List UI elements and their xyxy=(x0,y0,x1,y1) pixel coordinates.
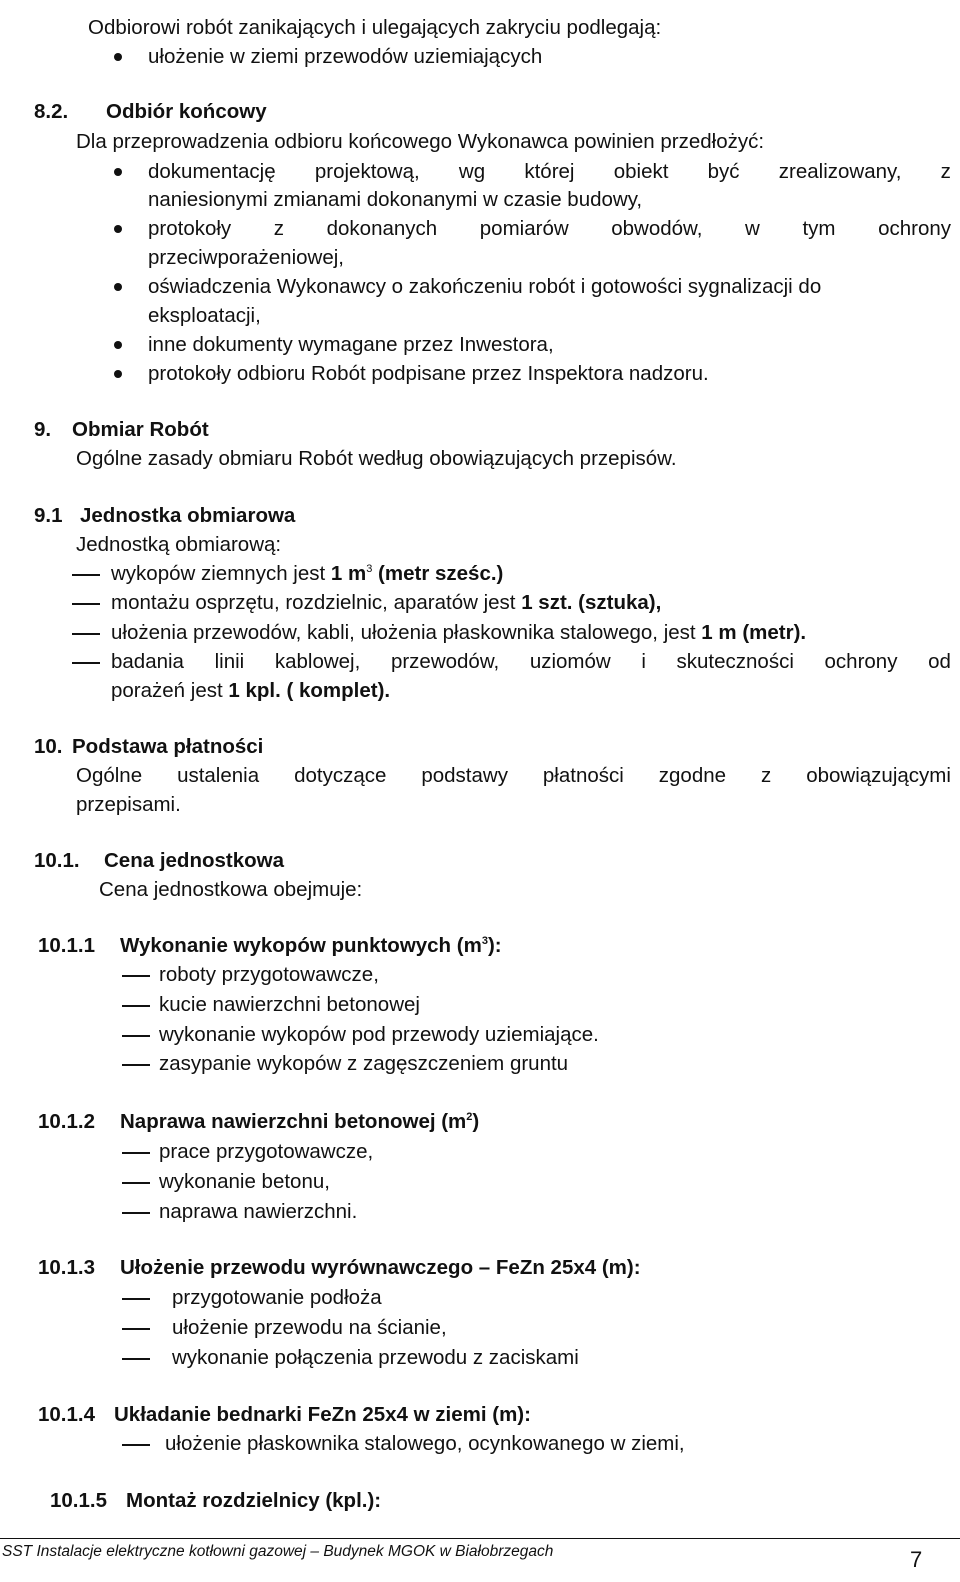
bullet-dot xyxy=(114,53,122,61)
bullet-line: oświadczenia Wykonawcy o zakończeniu robót i gotowości sygnalizacji do xyxy=(148,275,822,298)
section-title: Podstawa płatności xyxy=(72,735,264,758)
word: dotyczące xyxy=(294,764,387,787)
bullet-line: protokoły odbioru Robót podpisane przez Inspektora nadzoru. xyxy=(148,362,709,385)
word: podstawy xyxy=(421,764,508,787)
word: ochrony xyxy=(878,217,951,240)
list-item: naprawa nawierzchni. xyxy=(159,1200,358,1223)
list-item: wykopów ziemnych jest 1 $m^3$ (metr sześc.) xyxy=(111,562,504,585)
section-number: 9. xyxy=(34,418,52,441)
list-item: wykonanie wykopów pod przewody uziemiające. xyxy=(159,1023,599,1046)
section-title: Montaż rozdzielnicy (kpl.): xyxy=(126,1489,382,1512)
page-number: 7 xyxy=(910,1547,923,1572)
list-item: roboty przygotowawcze, xyxy=(159,963,379,986)
section-number: 8.2. xyxy=(34,100,69,123)
dash-marker xyxy=(122,1298,150,1300)
list-item: zasypanie wykopów z zagęszczeniem gruntu xyxy=(159,1052,569,1075)
list-item: prace przygotowawcze, xyxy=(159,1140,374,1163)
bullet-line: inne dokumenty wymagane przez Inwestora, xyxy=(148,333,554,356)
dash-marker xyxy=(72,574,100,576)
bullet-dot xyxy=(114,283,122,291)
section-number: 10.1.1 xyxy=(38,934,95,957)
section-number: 10.1.3 xyxy=(38,1256,95,1279)
section-title: Odbiór końcowy xyxy=(106,100,267,123)
list-item-continuation: porażeń jest 1 kpl. ( komplet). xyxy=(111,679,391,702)
bullet-dot xyxy=(114,225,122,233)
bullet-dot xyxy=(114,341,122,349)
section-lead: Jednostką obmiarową: xyxy=(76,533,282,556)
list-item: ułożenie płaskownika stalowego, ocynkowanego w ziemi, xyxy=(165,1432,685,1455)
list-item: wykonanie połączenia przewodu z zaciskami xyxy=(172,1346,579,1369)
section-number: 10.1. xyxy=(34,849,80,872)
dash-marker xyxy=(122,1152,150,1154)
word: badania xyxy=(111,650,184,673)
dash-marker xyxy=(122,1444,150,1446)
dash-marker xyxy=(122,1212,150,1214)
word: w xyxy=(745,217,760,240)
section-title: Naprawa nawierzchni betonowej $(m^2)$ xyxy=(120,1110,480,1133)
list-item: wykonanie betonu, xyxy=(159,1170,330,1193)
word: z xyxy=(761,764,772,787)
dash-marker xyxy=(122,1182,150,1184)
word: obowiązującymi xyxy=(806,764,951,787)
word: wg xyxy=(458,160,486,183)
section-number: 10.1.2 xyxy=(38,1110,95,1133)
word: linii xyxy=(214,650,245,673)
dash-marker xyxy=(122,1358,150,1360)
word: ochrony xyxy=(824,650,898,673)
dash-marker xyxy=(122,1064,150,1066)
footer-rule xyxy=(0,1538,960,1539)
word: projektową, xyxy=(314,160,420,183)
section-text: Ogólne zasady obmiaru Robót według obowiązujących przepisów. xyxy=(76,447,677,470)
bullet-continuation: przeciwporażeniowej, xyxy=(148,246,344,269)
intro-line: Odbiorowi robót zanikających i ulegających zakryciu podlegają: xyxy=(88,16,662,39)
word: uziomów xyxy=(529,650,611,673)
section-number: 10. xyxy=(34,735,63,758)
word: z xyxy=(940,160,951,183)
section-text-continuation: przepisami. xyxy=(76,793,181,816)
list-item: kucie nawierzchni betonowej xyxy=(159,993,420,1016)
section-lead: Cena jednostkowa obejmuje: xyxy=(99,878,363,901)
bullet-dot xyxy=(114,168,122,176)
list-item: ułożenia przewodów, kabli, ułożenia płaskownika stalowego, jest 1 m (metr). xyxy=(111,621,807,644)
bullet-continuation: eksploatacji, xyxy=(148,304,261,327)
word: być xyxy=(707,160,740,183)
section-title: Cena jednostkowa xyxy=(104,849,284,872)
section-title: Wykonanie wykopów punktowych $(m^3)$: xyxy=(120,934,502,957)
dash-marker xyxy=(122,975,150,977)
word: pomiarów xyxy=(479,217,569,240)
word: dokumentację xyxy=(148,160,276,183)
list-item xyxy=(111,652,951,673)
section-number: 10.1.4 xyxy=(38,1403,95,1426)
word: z xyxy=(273,217,285,240)
bullet-dot xyxy=(114,370,122,378)
bullet-line xyxy=(148,162,951,183)
footer-text: SST Instalacje elektryczne kotłowni gazowej – Budynek MGOK w Białobrzegach xyxy=(2,1543,554,1560)
dash-marker xyxy=(72,662,100,664)
word: dokonanych xyxy=(326,217,438,240)
dash-marker xyxy=(122,1035,150,1037)
word: zrealizowany, xyxy=(778,160,902,183)
word: tym xyxy=(802,217,836,240)
word: ustalenia xyxy=(177,764,260,787)
word: od xyxy=(928,650,951,673)
word: obwodów, xyxy=(611,217,703,240)
list-item: przygotowanie podłoża xyxy=(172,1286,382,1309)
section-title: Obmiar Robót xyxy=(72,418,209,441)
word: zgodne xyxy=(658,764,727,787)
word: przewodów, xyxy=(390,650,500,673)
word: skuteczności xyxy=(676,650,794,673)
section-number: 9.1 xyxy=(34,504,63,527)
bullet-line xyxy=(148,219,951,240)
section-number: 10.1.5 xyxy=(50,1489,107,1512)
dash-marker xyxy=(72,603,100,605)
section-title: Układanie bednarki FeZn 25x4 w ziemi (m): xyxy=(114,1403,531,1426)
word: kablowej, xyxy=(274,650,361,673)
word: Ogólne xyxy=(76,764,143,787)
list-item: ułożenie przewodu na ścianie, xyxy=(172,1316,447,1339)
word: protokoły xyxy=(148,217,232,240)
dash-marker xyxy=(72,633,100,635)
word: której xyxy=(524,160,575,183)
word: i xyxy=(641,650,646,673)
section-lead: Dla przeprowadzenia odbioru końcowego Wykonawca powinien przedłożyć: xyxy=(76,130,765,153)
bullet-continuation: naniesionymi zmianami dokonanymi w czasie budowy, xyxy=(148,188,643,211)
section-title: Jednostka obmiarowa xyxy=(80,504,296,527)
dash-marker xyxy=(122,1005,150,1007)
intro-bullet: ułożenie w ziemi przewodów uziemiających xyxy=(148,45,543,68)
list-item: montażu osprzętu, rozdzielnic, aparatów jest 1 szt. (sztuka), xyxy=(111,591,662,614)
word: obiekt xyxy=(613,160,669,183)
section-text xyxy=(76,766,951,787)
word: płatności xyxy=(542,764,624,787)
dash-marker xyxy=(122,1328,150,1330)
section-title: Ułożenie przewodu wyrównawczego – FeZn 25x4 (m): xyxy=(120,1256,641,1279)
